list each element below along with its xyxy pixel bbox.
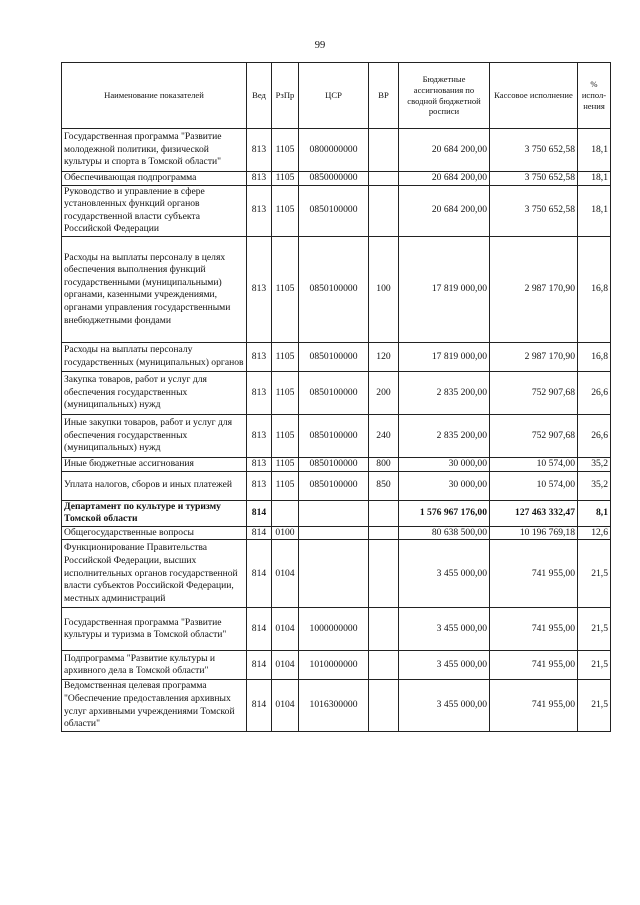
cell-rzpr: 1105 [272, 172, 299, 186]
cell-budget: 3 455 000,00 [399, 680, 490, 731]
cell-ved: 813 [247, 471, 272, 500]
cell-rzpr: 0100 [272, 526, 299, 540]
header-cash: Кассовое исполнение [490, 63, 578, 129]
cell-csr: 0850000000 [299, 172, 369, 186]
table-row [62, 651, 611, 680]
cell-vr [369, 680, 399, 731]
cell-rzpr: 1105 [272, 129, 299, 172]
cell-vr: 850 [369, 471, 399, 500]
table-body [62, 129, 611, 732]
cell-vr: 120 [369, 342, 399, 371]
cell-percent: 18,1 [578, 129, 611, 172]
cell-ved: 814 [247, 651, 272, 680]
header-name: Наименование показателей [62, 63, 247, 129]
cell-percent: 21,5 [578, 651, 611, 680]
table-header-row [62, 63, 611, 129]
cell-ved: 814 [247, 540, 272, 608]
cell-percent: 21,5 [578, 680, 611, 731]
table-row [62, 342, 611, 371]
cell-ved: 813 [247, 129, 272, 172]
cell-name: Расходы на выплаты персоналу государственных (муниципальных) органов [62, 342, 247, 371]
cell-ved: 813 [247, 371, 272, 414]
cell-csr: 0850100000 [299, 342, 369, 371]
budget-execution-table [61, 62, 611, 732]
cell-rzpr: 1105 [272, 471, 299, 500]
cell-vr: 800 [369, 457, 399, 471]
cell-cash: 741 955,00 [490, 540, 578, 608]
cell-cash: 741 955,00 [490, 680, 578, 731]
cell-budget: 20 684 200,00 [399, 185, 490, 236]
cell-cash: 741 955,00 [490, 608, 578, 651]
header-ved: Вед [247, 63, 272, 129]
header-budget: Бюджетные ассигнования по сводной бюджетной росписи [399, 63, 490, 129]
cell-budget: 80 638 500,00 [399, 526, 490, 540]
cell-name: Государственная программа "Развитие культуры и туризма в Томской области" [62, 608, 247, 651]
cell-cash: 10 196 769,18 [490, 526, 578, 540]
page-number: 99 [314, 40, 326, 51]
table-row [62, 608, 611, 651]
cell-name: Функционирование Правительства Российской Федерации, высших исполнительных органов государственной власти субъектов Российской Федерации, местных администраций [62, 540, 247, 608]
cell-rzpr: 1105 [272, 236, 299, 342]
cell-vr [369, 540, 399, 608]
cell-rzpr: 0104 [272, 651, 299, 680]
table-row [62, 500, 611, 526]
cell-vr: 200 [369, 371, 399, 414]
table-row [62, 540, 611, 608]
cell-vr [369, 526, 399, 540]
cell-percent: 16,8 [578, 236, 611, 342]
cell-ved: 813 [247, 236, 272, 342]
cell-ved: 814 [247, 500, 272, 526]
cell-csr [299, 526, 369, 540]
cell-cash: 10 574,00 [490, 471, 578, 500]
cell-budget: 1 576 967 176,00 [399, 500, 490, 526]
cell-percent: 21,5 [578, 540, 611, 608]
header-percent: % испол-нения [578, 63, 611, 129]
cell-vr [369, 185, 399, 236]
cell-cash: 752 907,68 [490, 371, 578, 414]
cell-vr [369, 651, 399, 680]
cell-rzpr: 1105 [272, 342, 299, 371]
cell-name: Общегосударственные вопросы [62, 526, 247, 540]
cell-name: Ведомственная целевая программа "Обеспечение предоставления архивных услуг архивными учреждениями Томской области" [62, 680, 247, 731]
cell-name: Государственная программа "Развитие молодежной политики, физической культуры и спорта в Томской области" [62, 129, 247, 172]
header-csr: ЦСР [299, 63, 369, 129]
header-vr: ВР [369, 63, 399, 129]
cell-cash: 741 955,00 [490, 651, 578, 680]
header-rzpr: РзПр [272, 63, 299, 129]
cell-ved: 813 [247, 414, 272, 457]
cell-rzpr [272, 500, 299, 526]
cell-vr: 100 [369, 236, 399, 342]
cell-name: Уплата налогов, сборов и иных платежей [62, 471, 247, 500]
cell-ved: 813 [247, 185, 272, 236]
cell-cash: 10 574,00 [490, 457, 578, 471]
cell-csr: 0850100000 [299, 457, 369, 471]
cell-cash: 3 750 652,58 [490, 129, 578, 172]
table-row [62, 236, 611, 342]
cell-budget: 20 684 200,00 [399, 129, 490, 172]
cell-vr [369, 172, 399, 186]
cell-name: Иные бюджетные ассигнования [62, 457, 247, 471]
cell-name: Закупка товаров, работ и услуг для обеспечения государственных (муниципальных) нужд [62, 371, 247, 414]
cell-percent: 18,1 [578, 185, 611, 236]
cell-percent: 8,1 [578, 500, 611, 526]
cell-name: Подпрограмма "Развитие культуры и архивного дела в Томской области" [62, 651, 247, 680]
cell-csr [299, 540, 369, 608]
cell-vr: 240 [369, 414, 399, 457]
cell-ved: 813 [247, 342, 272, 371]
cell-budget: 3 455 000,00 [399, 540, 490, 608]
cell-rzpr: 1105 [272, 185, 299, 236]
cell-csr: 1016300000 [299, 680, 369, 731]
cell-rzpr: 0104 [272, 540, 299, 608]
cell-cash: 2 987 170,90 [490, 236, 578, 342]
cell-name: Департамент по культуре и туризму Томской области [62, 500, 247, 526]
cell-name: Расходы на выплаты персоналу в целях обеспечения выполнения функций государственными (муниципальными) органами, казенными учреждениями, органами управления государственными внебюджетными фондами [62, 236, 247, 342]
table-row [62, 680, 611, 731]
cell-rzpr: 0104 [272, 608, 299, 651]
cell-cash: 127 463 332,47 [490, 500, 578, 526]
cell-percent: 26,6 [578, 414, 611, 457]
cell-vr [369, 129, 399, 172]
cell-percent: 16,8 [578, 342, 611, 371]
cell-budget: 20 684 200,00 [399, 172, 490, 186]
table-row [62, 471, 611, 500]
cell-budget: 30 000,00 [399, 471, 490, 500]
cell-budget: 17 819 000,00 [399, 342, 490, 371]
cell-percent: 26,6 [578, 371, 611, 414]
cell-csr: 0850100000 [299, 185, 369, 236]
cell-ved: 813 [247, 172, 272, 186]
cell-csr: 0850100000 [299, 236, 369, 342]
cell-csr: 0850100000 [299, 471, 369, 500]
cell-name: Руководство и управление в сфере установленных функций органов государственной власти субъекта Российской Федерации [62, 185, 247, 236]
cell-csr: 1000000000 [299, 608, 369, 651]
cell-name: Иные закупки товаров, работ и услуг для обеспечения государственных (муниципальных) нужд [62, 414, 247, 457]
cell-budget: 30 000,00 [399, 457, 490, 471]
cell-csr: 0850100000 [299, 371, 369, 414]
cell-ved: 813 [247, 457, 272, 471]
cell-rzpr: 0104 [272, 680, 299, 731]
cell-cash: 3 750 652,58 [490, 172, 578, 186]
cell-budget: 2 835 200,00 [399, 414, 490, 457]
table-row [62, 526, 611, 540]
cell-csr: 0850100000 [299, 414, 369, 457]
table-row [62, 414, 611, 457]
cell-percent: 12,6 [578, 526, 611, 540]
cell-rzpr: 1105 [272, 457, 299, 471]
cell-percent: 35,2 [578, 457, 611, 471]
cell-rzpr: 1105 [272, 371, 299, 414]
cell-csr [299, 500, 369, 526]
cell-rzpr: 1105 [272, 414, 299, 457]
table-row [62, 172, 611, 186]
table-row [62, 371, 611, 414]
cell-vr [369, 500, 399, 526]
cell-csr: 0800000000 [299, 129, 369, 172]
table-row [62, 457, 611, 471]
cell-budget: 3 455 000,00 [399, 608, 490, 651]
cell-ved: 814 [247, 608, 272, 651]
cell-percent: 21,5 [578, 608, 611, 651]
cell-budget: 17 819 000,00 [399, 236, 490, 342]
cell-percent: 18,1 [578, 172, 611, 186]
table-row [62, 185, 611, 236]
cell-cash: 752 907,68 [490, 414, 578, 457]
table-row [62, 129, 611, 172]
cell-vr [369, 608, 399, 651]
cell-percent: 35,2 [578, 471, 611, 500]
cell-cash: 2 987 170,90 [490, 342, 578, 371]
cell-budget: 3 455 000,00 [399, 651, 490, 680]
cell-ved: 814 [247, 526, 272, 540]
cell-name: Обеспечивающая подпрограмма [62, 172, 247, 186]
cell-cash: 3 750 652,58 [490, 185, 578, 236]
cell-budget: 2 835 200,00 [399, 371, 490, 414]
cell-csr: 1010000000 [299, 651, 369, 680]
cell-ved: 814 [247, 680, 272, 731]
